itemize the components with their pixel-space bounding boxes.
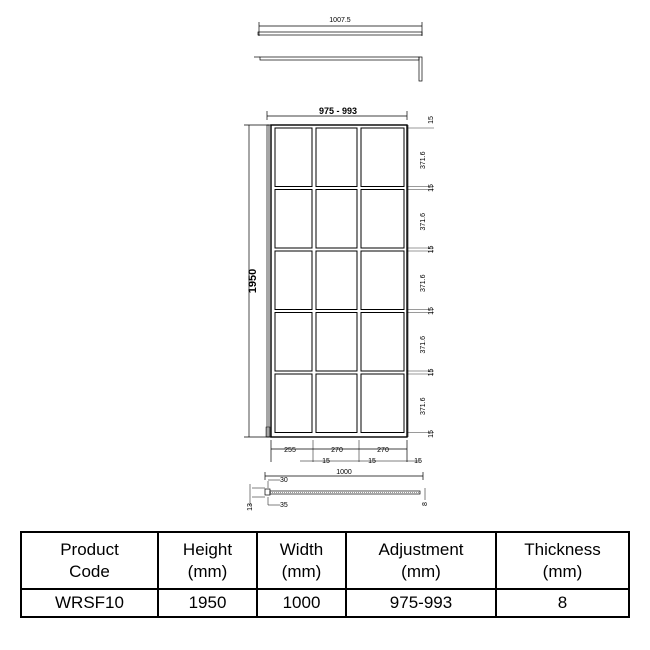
profile-8-label: 8 [422, 502, 429, 506]
panel-height-label: 371.6 [420, 397, 427, 416]
bottom-gap-3: 15 [414, 458, 422, 465]
frame-width-dimension [267, 106, 407, 120]
glass-pane [275, 190, 312, 249]
bottom-gap-1: 15 [322, 458, 330, 465]
glass-panes [275, 128, 404, 433]
header-product-code: Product Code [21, 532, 158, 589]
bar-width-label: 15 [428, 368, 435, 377]
glass-pane [361, 251, 404, 310]
glass-pane [275, 128, 312, 187]
height-dimension [244, 125, 272, 437]
bar-width-label: 15 [428, 245, 435, 254]
glass-pane [275, 251, 312, 310]
top-view-profile [254, 57, 422, 81]
glass-pane [361, 374, 404, 433]
glass-pane [275, 313, 312, 372]
bar-width-label: 15 [428, 307, 435, 315]
top-view-dimension [258, 17, 422, 36]
bottom-gap-2: 15 [368, 458, 376, 465]
wall-channel-cap [266, 427, 270, 437]
value-height: 1950 [158, 589, 257, 617]
glass-pane [316, 313, 357, 372]
glass-pane [316, 374, 357, 433]
panel-height-label: 371.6 [420, 212, 427, 231]
glass-pane [361, 190, 404, 249]
profile-13-label: 13 [247, 503, 254, 511]
bar-width-label: 15 [428, 430, 435, 438]
value-thickness: 8 [496, 589, 629, 617]
glass-pane [316, 190, 357, 249]
wall-channel [267, 125, 269, 437]
bottom-width-1: 255 [284, 447, 296, 454]
overall-width-label: 1000 [336, 469, 352, 476]
glass-pane [361, 313, 404, 372]
header-adjustment: Adjustment (mm) [346, 532, 496, 589]
bottom-width-3: 270 [377, 447, 389, 454]
panel-height-label: 371.6 [420, 335, 427, 354]
spec-table-value-row [21, 589, 629, 617]
glass-pane [316, 251, 357, 310]
profile-30-label: 30 [280, 477, 288, 484]
bottom-profile-section [247, 477, 429, 511]
height-label: 1950 [247, 268, 259, 294]
panel-height-label: 371.6 [420, 151, 427, 170]
bottom-width-dimensions [271, 440, 422, 465]
panel-height-dimensions [407, 116, 435, 438]
value-adjustment: 975-993 [346, 589, 496, 617]
profile-35-label: 35 [280, 502, 288, 509]
header-height: Height (mm) [158, 532, 257, 589]
top-bar-label: 15 [428, 116, 435, 124]
value-width: 1000 [257, 589, 346, 617]
value-product-code: WRSF10 [21, 589, 158, 617]
overall-width-dimension [265, 469, 423, 480]
top-width-label: 1007.5 [329, 17, 351, 24]
bar-width-label: 15 [428, 184, 435, 192]
header-thickness: Thickness (mm) [496, 532, 629, 589]
frame-width-label: 975 - 993 [318, 106, 358, 116]
screen-frame [271, 125, 407, 437]
spec-table-header-row [21, 532, 629, 589]
glass-pane [275, 374, 312, 433]
glass-pane [361, 128, 404, 187]
spec-table [20, 531, 630, 618]
bottom-width-2: 270 [331, 447, 343, 454]
glass-pane [316, 128, 357, 187]
panel-height-label: 371.6 [420, 274, 427, 293]
header-width: Width (mm) [257, 532, 346, 589]
